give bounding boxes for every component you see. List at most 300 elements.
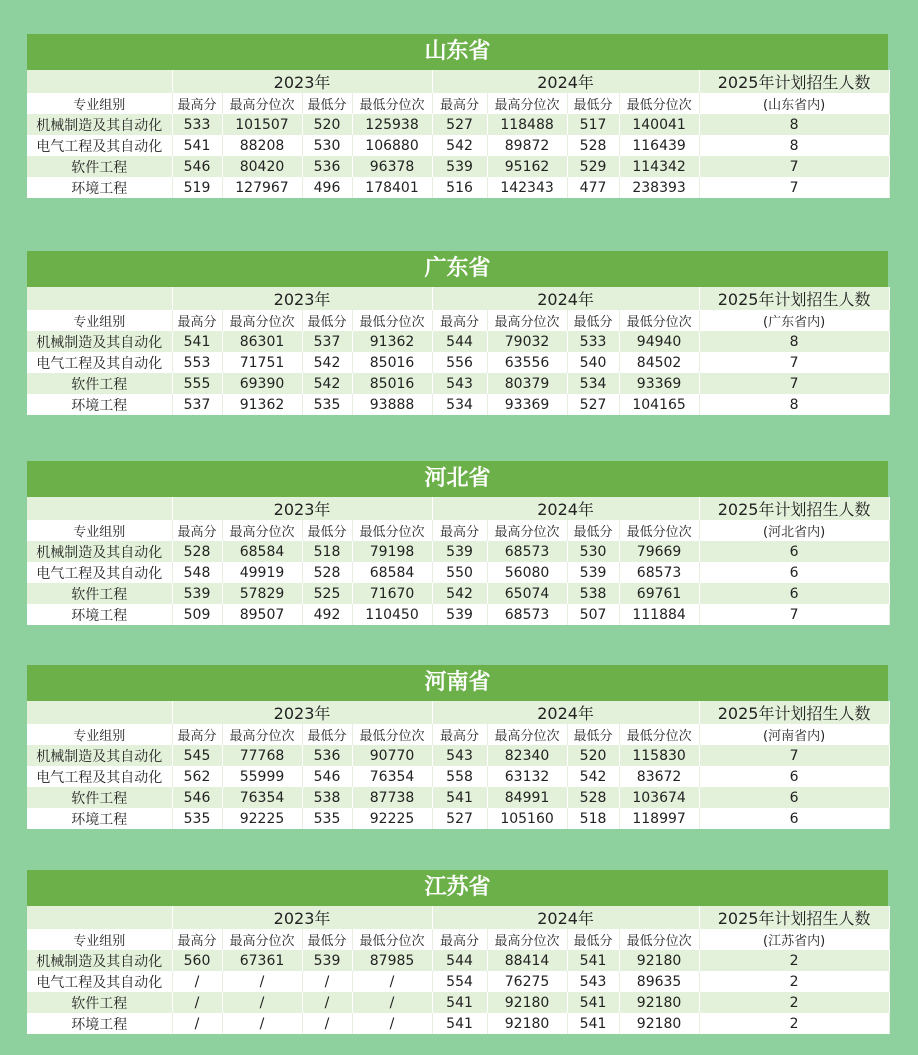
- score-cell: 539: [302, 950, 352, 971]
- score-cell: 535: [172, 808, 222, 829]
- major-name-cell: 电气工程及其自动化: [27, 562, 172, 583]
- score-cell: 543: [432, 373, 487, 394]
- plan-count-cell: 6: [699, 787, 889, 808]
- score-cell: 530: [567, 541, 619, 562]
- year-header-2024: 2024年: [432, 287, 699, 310]
- score-cell: 63556: [487, 352, 567, 373]
- score-cell: 69761: [619, 583, 699, 604]
- plan-note: (山东省内): [699, 93, 889, 114]
- plan-count-cell: 2: [699, 971, 889, 992]
- score-cell: 118488: [487, 114, 567, 135]
- year-header-blank: [27, 287, 172, 310]
- score-cell: 537: [302, 331, 352, 352]
- score-cell: 89872: [487, 135, 567, 156]
- table-row: [27, 992, 889, 1013]
- column-header: 最高分位次: [487, 310, 567, 331]
- column-header: 最低分: [567, 310, 619, 331]
- plan-note: (江苏省内): [699, 929, 889, 950]
- score-cell: 140041: [619, 114, 699, 135]
- score-cell: 84502: [619, 352, 699, 373]
- score-cell: /: [222, 992, 302, 1013]
- plan-count-cell: 2: [699, 1013, 889, 1034]
- score-cell: 517: [567, 114, 619, 135]
- score-cell: 101507: [222, 114, 302, 135]
- plan-count-cell: 7: [699, 177, 889, 198]
- score-cell: 533: [172, 114, 222, 135]
- score-cell: 88414: [487, 950, 567, 971]
- plan-count-cell: 6: [699, 562, 889, 583]
- table-row: [27, 394, 889, 415]
- plan-count-cell: 6: [699, 583, 889, 604]
- score-cell: 539: [432, 541, 487, 562]
- score-cell: 103674: [619, 787, 699, 808]
- column-header: 最低分位次: [352, 93, 432, 114]
- year-header-blank: [27, 70, 172, 93]
- score-cell: 80379: [487, 373, 567, 394]
- score-cell: 94940: [619, 331, 699, 352]
- score-cell: 114342: [619, 156, 699, 177]
- score-cell: 544: [432, 950, 487, 971]
- column-header: 最低分: [567, 520, 619, 541]
- plan-count-cell: 8: [699, 331, 889, 352]
- table-row: [27, 562, 889, 583]
- table-row: [27, 1013, 889, 1034]
- table-row: [27, 971, 889, 992]
- column-header: 最高分位次: [222, 93, 302, 114]
- plan-count-cell: 8: [699, 135, 889, 156]
- year-header-2024: 2024年: [432, 906, 699, 929]
- score-cell: 93369: [487, 394, 567, 415]
- year-header-2023: 2023年: [172, 906, 432, 929]
- score-cell: 518: [302, 541, 352, 562]
- score-cell: 529: [567, 156, 619, 177]
- score-cell: 543: [567, 971, 619, 992]
- score-cell: 111884: [619, 604, 699, 625]
- column-header: 最高分位次: [487, 93, 567, 114]
- score-cell: 528: [172, 541, 222, 562]
- major-name-cell: 电气工程及其自动化: [27, 766, 172, 787]
- score-cell: 525: [302, 583, 352, 604]
- score-cell: 540: [567, 352, 619, 373]
- score-cell: 89635: [619, 971, 699, 992]
- table-row: [27, 331, 889, 352]
- table-row: [27, 604, 889, 625]
- score-cell: 536: [302, 156, 352, 177]
- score-cell: 127967: [222, 177, 302, 198]
- plan-count-cell: 7: [699, 156, 889, 177]
- plan-header: 2025年计划招生人数: [699, 701, 889, 724]
- table-row: [27, 950, 889, 971]
- score-cell: 520: [567, 745, 619, 766]
- score-cell: 105160: [487, 808, 567, 829]
- major-name-cell: 软件工程: [27, 373, 172, 394]
- score-cell: 92180: [487, 1013, 567, 1034]
- score-cell: 492: [302, 604, 352, 625]
- major-name-cell: 软件工程: [27, 787, 172, 808]
- column-header: 最高分位次: [222, 724, 302, 745]
- score-cell: 542: [302, 352, 352, 373]
- score-cell: 68573: [487, 541, 567, 562]
- year-header-2024: 2024年: [432, 70, 699, 93]
- score-cell: 83672: [619, 766, 699, 787]
- score-cell: 77768: [222, 745, 302, 766]
- score-cell: 87985: [352, 950, 432, 971]
- score-cell: /: [222, 1013, 302, 1034]
- score-table: [27, 287, 890, 415]
- score-cell: 527: [432, 808, 487, 829]
- score-cell: 68584: [222, 541, 302, 562]
- plan-header: 2025年计划招生人数: [699, 497, 889, 520]
- province-card: [27, 34, 888, 198]
- column-header: 最高分: [172, 520, 222, 541]
- column-header: 最高分位次: [487, 929, 567, 950]
- score-cell: 80420: [222, 156, 302, 177]
- score-cell: /: [352, 971, 432, 992]
- year-header-blank: [27, 906, 172, 929]
- score-table: [27, 906, 890, 1034]
- column-header: 最低分位次: [352, 929, 432, 950]
- score-cell: 541: [567, 950, 619, 971]
- score-cell: 541: [172, 135, 222, 156]
- score-cell: 63132: [487, 766, 567, 787]
- score-cell: 527: [567, 394, 619, 415]
- province-title: 江苏省: [27, 870, 888, 906]
- score-cell: 76354: [352, 766, 432, 787]
- score-cell: 57829: [222, 583, 302, 604]
- score-cell: /: [352, 992, 432, 1013]
- year-header-2023: 2023年: [172, 287, 432, 310]
- score-cell: 86301: [222, 331, 302, 352]
- major-name-cell: 环境工程: [27, 177, 172, 198]
- plan-header: 2025年计划招生人数: [699, 287, 889, 310]
- province-card: [27, 461, 888, 625]
- score-cell: 535: [302, 394, 352, 415]
- score-cell: 546: [302, 766, 352, 787]
- table-row: [27, 745, 889, 766]
- year-header-2023: 2023年: [172, 70, 432, 93]
- province-card: [27, 870, 888, 1034]
- score-cell: 95162: [487, 156, 567, 177]
- province-title: 山东省: [27, 34, 888, 70]
- score-cell: /: [172, 971, 222, 992]
- score-cell: 538: [567, 583, 619, 604]
- score-cell: 539: [432, 156, 487, 177]
- table-row: [27, 156, 889, 177]
- major-name-cell: 环境工程: [27, 1013, 172, 1034]
- score-cell: 534: [432, 394, 487, 415]
- score-cell: 115830: [619, 745, 699, 766]
- score-cell: 92180: [619, 950, 699, 971]
- column-header: 专业组别: [27, 310, 172, 331]
- score-cell: 96378: [352, 156, 432, 177]
- column-header: 最高分: [172, 310, 222, 331]
- score-cell: 116439: [619, 135, 699, 156]
- score-cell: 541: [172, 331, 222, 352]
- score-cell: 545: [172, 745, 222, 766]
- table-row: [27, 373, 889, 394]
- column-header: 最高分位次: [487, 724, 567, 745]
- plan-note: (河北省内): [699, 520, 889, 541]
- column-header: 最低分位次: [619, 929, 699, 950]
- column-header: 专业组别: [27, 520, 172, 541]
- plan-count-cell: 8: [699, 114, 889, 135]
- score-cell: 89507: [222, 604, 302, 625]
- score-cell: 91362: [352, 331, 432, 352]
- score-cell: 535: [302, 808, 352, 829]
- score-cell: 538: [302, 787, 352, 808]
- plan-count-cell: 6: [699, 766, 889, 787]
- score-cell: 92180: [619, 992, 699, 1013]
- score-cell: 528: [567, 787, 619, 808]
- column-header: 最高分位次: [487, 520, 567, 541]
- major-name-cell: 环境工程: [27, 394, 172, 415]
- score-cell: 539: [172, 583, 222, 604]
- province-card: [27, 251, 888, 415]
- major-name-cell: 环境工程: [27, 808, 172, 829]
- column-header: 最高分位次: [222, 310, 302, 331]
- major-name-cell: 机械制造及其自动化: [27, 331, 172, 352]
- score-cell: 548: [172, 562, 222, 583]
- score-cell: 539: [432, 604, 487, 625]
- column-header: 最高分: [172, 929, 222, 950]
- table-row: [27, 766, 889, 787]
- major-name-cell: 电气工程及其自动化: [27, 135, 172, 156]
- column-header: 最低分: [302, 93, 352, 114]
- score-cell: 106880: [352, 135, 432, 156]
- score-cell: 542: [302, 373, 352, 394]
- column-header: 最高分: [432, 310, 487, 331]
- score-cell: 92180: [487, 992, 567, 1013]
- column-header: 最低分: [302, 520, 352, 541]
- column-header: 最低分位次: [352, 520, 432, 541]
- major-name-cell: 电气工程及其自动化: [27, 971, 172, 992]
- column-header: 最高分位次: [222, 929, 302, 950]
- score-cell: 71670: [352, 583, 432, 604]
- score-cell: 509: [172, 604, 222, 625]
- score-cell: 142343: [487, 177, 567, 198]
- score-cell: 541: [432, 992, 487, 1013]
- year-header-blank: [27, 701, 172, 724]
- score-cell: 68573: [619, 562, 699, 583]
- score-cell: /: [302, 1013, 352, 1034]
- major-name-cell: 机械制造及其自动化: [27, 541, 172, 562]
- score-cell: 553: [172, 352, 222, 373]
- score-cell: 562: [172, 766, 222, 787]
- column-header: 最低分: [567, 93, 619, 114]
- column-header: 最低分位次: [352, 310, 432, 331]
- score-cell: 556: [432, 352, 487, 373]
- column-header: 专业组别: [27, 93, 172, 114]
- score-cell: 542: [567, 766, 619, 787]
- column-header: 最高分位次: [222, 520, 302, 541]
- score-cell: 527: [432, 114, 487, 135]
- column-header: 最高分: [432, 93, 487, 114]
- score-cell: 92225: [222, 808, 302, 829]
- score-cell: 93888: [352, 394, 432, 415]
- score-cell: 68573: [487, 604, 567, 625]
- score-cell: 90770: [352, 745, 432, 766]
- table-row: [27, 583, 889, 604]
- year-header-2024: 2024年: [432, 701, 699, 724]
- column-header: 最低分: [567, 929, 619, 950]
- score-table: [27, 70, 890, 198]
- score-cell: 516: [432, 177, 487, 198]
- table-row: [27, 787, 889, 808]
- score-table: [27, 701, 890, 829]
- score-cell: 79032: [487, 331, 567, 352]
- score-cell: 87738: [352, 787, 432, 808]
- score-cell: 534: [567, 373, 619, 394]
- year-header-2023: 2023年: [172, 497, 432, 520]
- province-title: 广东省: [27, 251, 888, 287]
- score-cell: 84991: [487, 787, 567, 808]
- plan-count-cell: 2: [699, 992, 889, 1013]
- column-header: 最高分: [432, 929, 487, 950]
- score-cell: /: [302, 971, 352, 992]
- score-cell: 477: [567, 177, 619, 198]
- score-cell: 85016: [352, 352, 432, 373]
- score-cell: 533: [567, 331, 619, 352]
- table-row: [27, 808, 889, 829]
- column-header: 最低分位次: [619, 93, 699, 114]
- plan-count-cell: 7: [699, 352, 889, 373]
- table-row: [27, 352, 889, 373]
- score-cell: 125938: [352, 114, 432, 135]
- score-cell: 118997: [619, 808, 699, 829]
- score-cell: 560: [172, 950, 222, 971]
- score-cell: 79198: [352, 541, 432, 562]
- score-cell: /: [222, 971, 302, 992]
- column-header: 专业组别: [27, 929, 172, 950]
- score-cell: 79669: [619, 541, 699, 562]
- score-cell: 528: [567, 135, 619, 156]
- year-header-2023: 2023年: [172, 701, 432, 724]
- score-cell: 85016: [352, 373, 432, 394]
- score-cell: 88208: [222, 135, 302, 156]
- column-header: 最低分位次: [352, 724, 432, 745]
- table-row: [27, 541, 889, 562]
- score-cell: 69390: [222, 373, 302, 394]
- column-header: 最高分: [432, 520, 487, 541]
- column-header: 最高分: [172, 724, 222, 745]
- score-cell: 541: [567, 992, 619, 1013]
- score-cell: 76354: [222, 787, 302, 808]
- major-name-cell: 机械制造及其自动化: [27, 950, 172, 971]
- score-cell: 178401: [352, 177, 432, 198]
- plan-header: 2025年计划招生人数: [699, 70, 889, 93]
- score-cell: 542: [432, 583, 487, 604]
- score-cell: 541: [432, 1013, 487, 1034]
- column-header: 最高分: [432, 724, 487, 745]
- score-cell: 71751: [222, 352, 302, 373]
- score-cell: /: [302, 992, 352, 1013]
- score-cell: 92225: [352, 808, 432, 829]
- plan-count-cell: 7: [699, 373, 889, 394]
- province-card: [27, 665, 888, 829]
- major-name-cell: 机械制造及其自动化: [27, 114, 172, 135]
- score-cell: 550: [432, 562, 487, 583]
- major-name-cell: 软件工程: [27, 156, 172, 177]
- plan-header: 2025年计划招生人数: [699, 906, 889, 929]
- major-name-cell: 环境工程: [27, 604, 172, 625]
- year-header-blank: [27, 497, 172, 520]
- plan-count-cell: 6: [699, 808, 889, 829]
- score-cell: 541: [432, 787, 487, 808]
- score-cell: 496: [302, 177, 352, 198]
- score-table: [27, 497, 890, 625]
- score-cell: 546: [172, 156, 222, 177]
- score-cell: 76275: [487, 971, 567, 992]
- score-cell: 519: [172, 177, 222, 198]
- province-title: 河北省: [27, 461, 888, 497]
- major-name-cell: 机械制造及其自动化: [27, 745, 172, 766]
- score-cell: 543: [432, 745, 487, 766]
- score-cell: 530: [302, 135, 352, 156]
- score-cell: 518: [567, 808, 619, 829]
- score-cell: 528: [302, 562, 352, 583]
- score-cell: 537: [172, 394, 222, 415]
- column-header: 最低分: [302, 310, 352, 331]
- score-cell: 536: [302, 745, 352, 766]
- score-cell: 67361: [222, 950, 302, 971]
- column-header: 最低分: [567, 724, 619, 745]
- score-cell: 555: [172, 373, 222, 394]
- score-cell: 238393: [619, 177, 699, 198]
- score-cell: 55999: [222, 766, 302, 787]
- score-cell: 541: [567, 1013, 619, 1034]
- score-cell: 520: [302, 114, 352, 135]
- score-cell: 65074: [487, 583, 567, 604]
- plan-count-cell: 8: [699, 394, 889, 415]
- score-cell: 93369: [619, 373, 699, 394]
- province-title: 河南省: [27, 665, 888, 701]
- table-row: [27, 177, 889, 198]
- score-cell: 546: [172, 787, 222, 808]
- column-header: 专业组别: [27, 724, 172, 745]
- plan-count-cell: 2: [699, 950, 889, 971]
- score-cell: 56080: [487, 562, 567, 583]
- score-cell: 104165: [619, 394, 699, 415]
- score-cell: 49919: [222, 562, 302, 583]
- score-cell: 82340: [487, 745, 567, 766]
- plan-note: (广东省内): [699, 310, 889, 331]
- score-cell: /: [172, 1013, 222, 1034]
- plan-note: (河南省内): [699, 724, 889, 745]
- score-cell: 558: [432, 766, 487, 787]
- column-header: 最低分位次: [619, 520, 699, 541]
- column-header: 最低分位次: [619, 310, 699, 331]
- score-cell: 507: [567, 604, 619, 625]
- score-cell: /: [352, 1013, 432, 1034]
- major-name-cell: 软件工程: [27, 992, 172, 1013]
- plan-count-cell: 7: [699, 604, 889, 625]
- score-cell: 544: [432, 331, 487, 352]
- table-row: [27, 114, 889, 135]
- table-row: [27, 135, 889, 156]
- score-cell: 542: [432, 135, 487, 156]
- plan-count-cell: 7: [699, 745, 889, 766]
- score-cell: 110450: [352, 604, 432, 625]
- score-cell: 91362: [222, 394, 302, 415]
- score-cell: 92180: [619, 1013, 699, 1034]
- column-header: 最低分: [302, 724, 352, 745]
- major-name-cell: 软件工程: [27, 583, 172, 604]
- column-header: 最低分: [302, 929, 352, 950]
- plan-count-cell: 6: [699, 541, 889, 562]
- score-cell: 68584: [352, 562, 432, 583]
- column-header: 最低分位次: [619, 724, 699, 745]
- score-cell: 539: [567, 562, 619, 583]
